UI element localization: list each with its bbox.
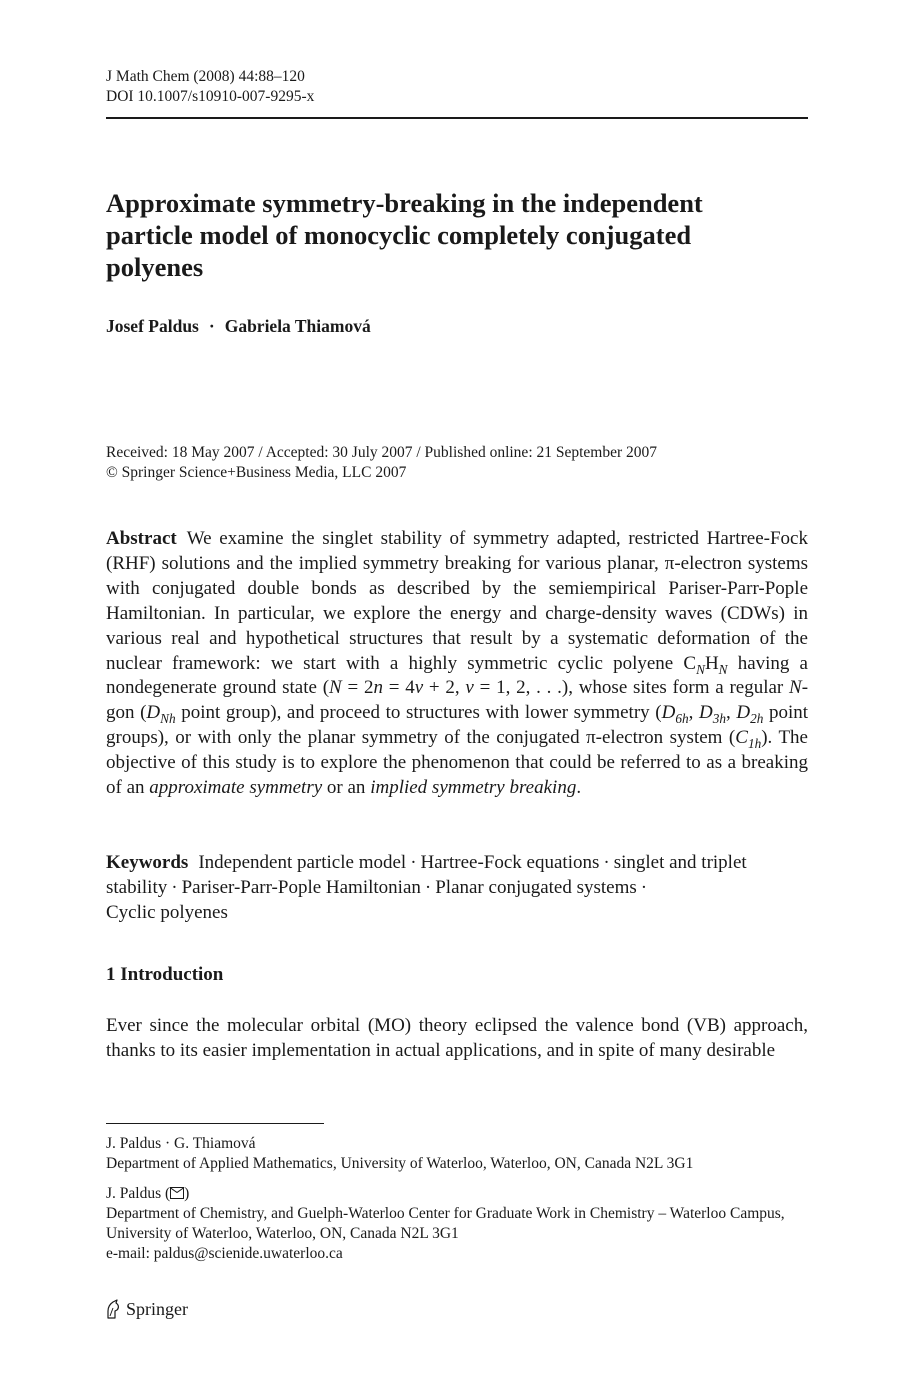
affiliation-names: J. Paldus (: [106, 1185, 171, 1202]
keyword: Pariser-Parr-Pople Hamiltonian: [181, 876, 421, 898]
math-var: D: [698, 702, 713, 724]
publisher-name: Springer: [126, 1298, 188, 1319]
keyword-separator: ·: [410, 852, 417, 873]
keyword-separator: ·: [424, 876, 432, 898]
abstract-text: having a nondegenerate ground state (: [106, 652, 808, 699]
keywords: [106, 851, 808, 926]
author-list: [106, 316, 371, 337]
section-heading: 1 Introduction: [106, 964, 224, 985]
keyword: singlet and triplet stability: [106, 852, 747, 898]
abstract-text: ,: [688, 702, 699, 724]
affiliation-names: J. Paldus · G. Thiamová: [106, 1135, 256, 1152]
abstract-text: + 2,: [423, 677, 466, 699]
affiliation-names: ): [184, 1185, 190, 1202]
abstract: [106, 527, 808, 801]
math-var: D: [146, 702, 161, 724]
math-sub: Nh: [160, 711, 176, 727]
abstract-text: point groups), or with only the planar symmetry of the conjugated π-electron system (: [106, 702, 809, 749]
keyword: Cyclic polyenes: [106, 901, 228, 923]
journal-citation: J Math Chem (2008) 44:88–120: [106, 68, 305, 85]
abstract-text: ). The objective of this study is to explore the phenomenon that could be referred to as a breaking of an: [106, 727, 808, 799]
author-separator: ·: [208, 316, 215, 336]
introduction-text: Ever since the molecular orbital (MO) theory eclipsed the valence bond (VB) approach, thanks to its easier implementation in actual applications, and in spite of many desirable: [106, 1015, 808, 1061]
abstract-emphasis: approximate symmetry: [149, 777, 323, 799]
math-var: ν: [414, 677, 424, 699]
copyright-line: © Springer Science+Business Media, LLC 2007: [106, 464, 407, 481]
footnote-rule: [106, 1123, 324, 1124]
springer-horse-icon: [104, 1298, 122, 1320]
abstract-text: .: [576, 777, 582, 799]
keywords-heading: Keywords: [106, 852, 189, 873]
abstract-text: = 1, 2, . . .), whose sites form a regular: [473, 677, 789, 699]
envelope-icon: [170, 1187, 184, 1199]
publication-dates: [106, 443, 657, 483]
math-sub: 3h: [712, 711, 726, 727]
header-rule: [106, 117, 808, 119]
math-var: N: [789, 677, 802, 699]
corresponding-author: [106, 1184, 808, 1204]
abstract-text: point group), and proceed to structures with lower symmetry (: [175, 702, 662, 724]
affiliation-department: Department of Chemistry, and Guelph-Waterloo Center for Graduate Work in Chemistry – Waterloo Campus, University of Waterloo, Waterloo, ON, Canada N2L 3G1: [106, 1205, 785, 1242]
affiliation-1: [106, 1134, 808, 1174]
abstract-text: -gon (: [106, 677, 809, 724]
math-sub: N: [696, 661, 705, 677]
math-var: n: [373, 677, 383, 699]
keyword: Hartree-Fock equations: [420, 852, 600, 873]
keyword-separator: ·: [640, 876, 648, 898]
date-line: Received: 18 May 2007 / Accepted: 30 July 2007 / Published online: 21 September 2007: [106, 444, 658, 461]
author-name: Gabriela Thiamová: [224, 316, 371, 336]
title-line: polyenes: [106, 252, 204, 282]
title-line: Approximate symmetry-breaking in the independent: [106, 188, 703, 218]
abstract-text: We examine the singlet stability of symmetry adapted, restricted Hartree-Fock (RHF) solutions and the implied symmetry breaking for various planar, π-electron systems with conjugated double bonds as described by the semiempirical Pariser-Parr-Pople Hamiltonian. In particular, we explore the energy and charge-density waves (CDWs) in various real and hypothetical structures that result by a systematic deformation of the nuclear framework: we start with a highly symmetric cyclic polyene C: [106, 528, 808, 674]
math-var: N: [329, 677, 342, 699]
abstract-heading: Abstract: [106, 528, 177, 549]
math-var: ν: [465, 677, 474, 699]
keyword: Planar conjugated systems: [435, 876, 637, 898]
keyword-separator: ·: [603, 852, 610, 873]
keyword-separator: ·: [171, 876, 178, 898]
publisher-logo: [104, 1298, 188, 1320]
math-sub: 6h: [675, 711, 689, 727]
abstract-emphasis: implied symmetry breaking: [370, 777, 577, 799]
math-var: D: [661, 702, 676, 724]
abstract-text: or an: [322, 777, 371, 799]
abstract-text: H: [704, 652, 719, 674]
keyword: Independent particle model: [198, 852, 407, 873]
journal-header: [106, 67, 314, 107]
abstract-text: ,: [726, 702, 737, 724]
paper-title: [106, 187, 826, 283]
math-sub: 2h: [750, 711, 764, 727]
doi: DOI 10.1007/s10910-007-9295-x: [106, 88, 315, 105]
abstract-text: = 4: [382, 677, 415, 699]
affiliation-department: Department of Applied Mathematics, University of Waterloo, Waterloo, ON, Canada N2L 3G1: [106, 1155, 694, 1172]
math-sub: 1h: [747, 736, 762, 752]
abstract-text: = 2: [341, 677, 374, 699]
email-address: e-mail: paldus@scienide.uwaterloo.ca: [106, 1245, 343, 1262]
math-var: D: [736, 702, 751, 724]
math-sub: N: [718, 661, 728, 677]
math-var: C: [735, 727, 748, 749]
affiliation-2: [106, 1184, 808, 1264]
author-name: Josef Paldus: [106, 316, 199, 336]
title-line: particle model of monocyclic completely conjugated: [106, 220, 692, 250]
